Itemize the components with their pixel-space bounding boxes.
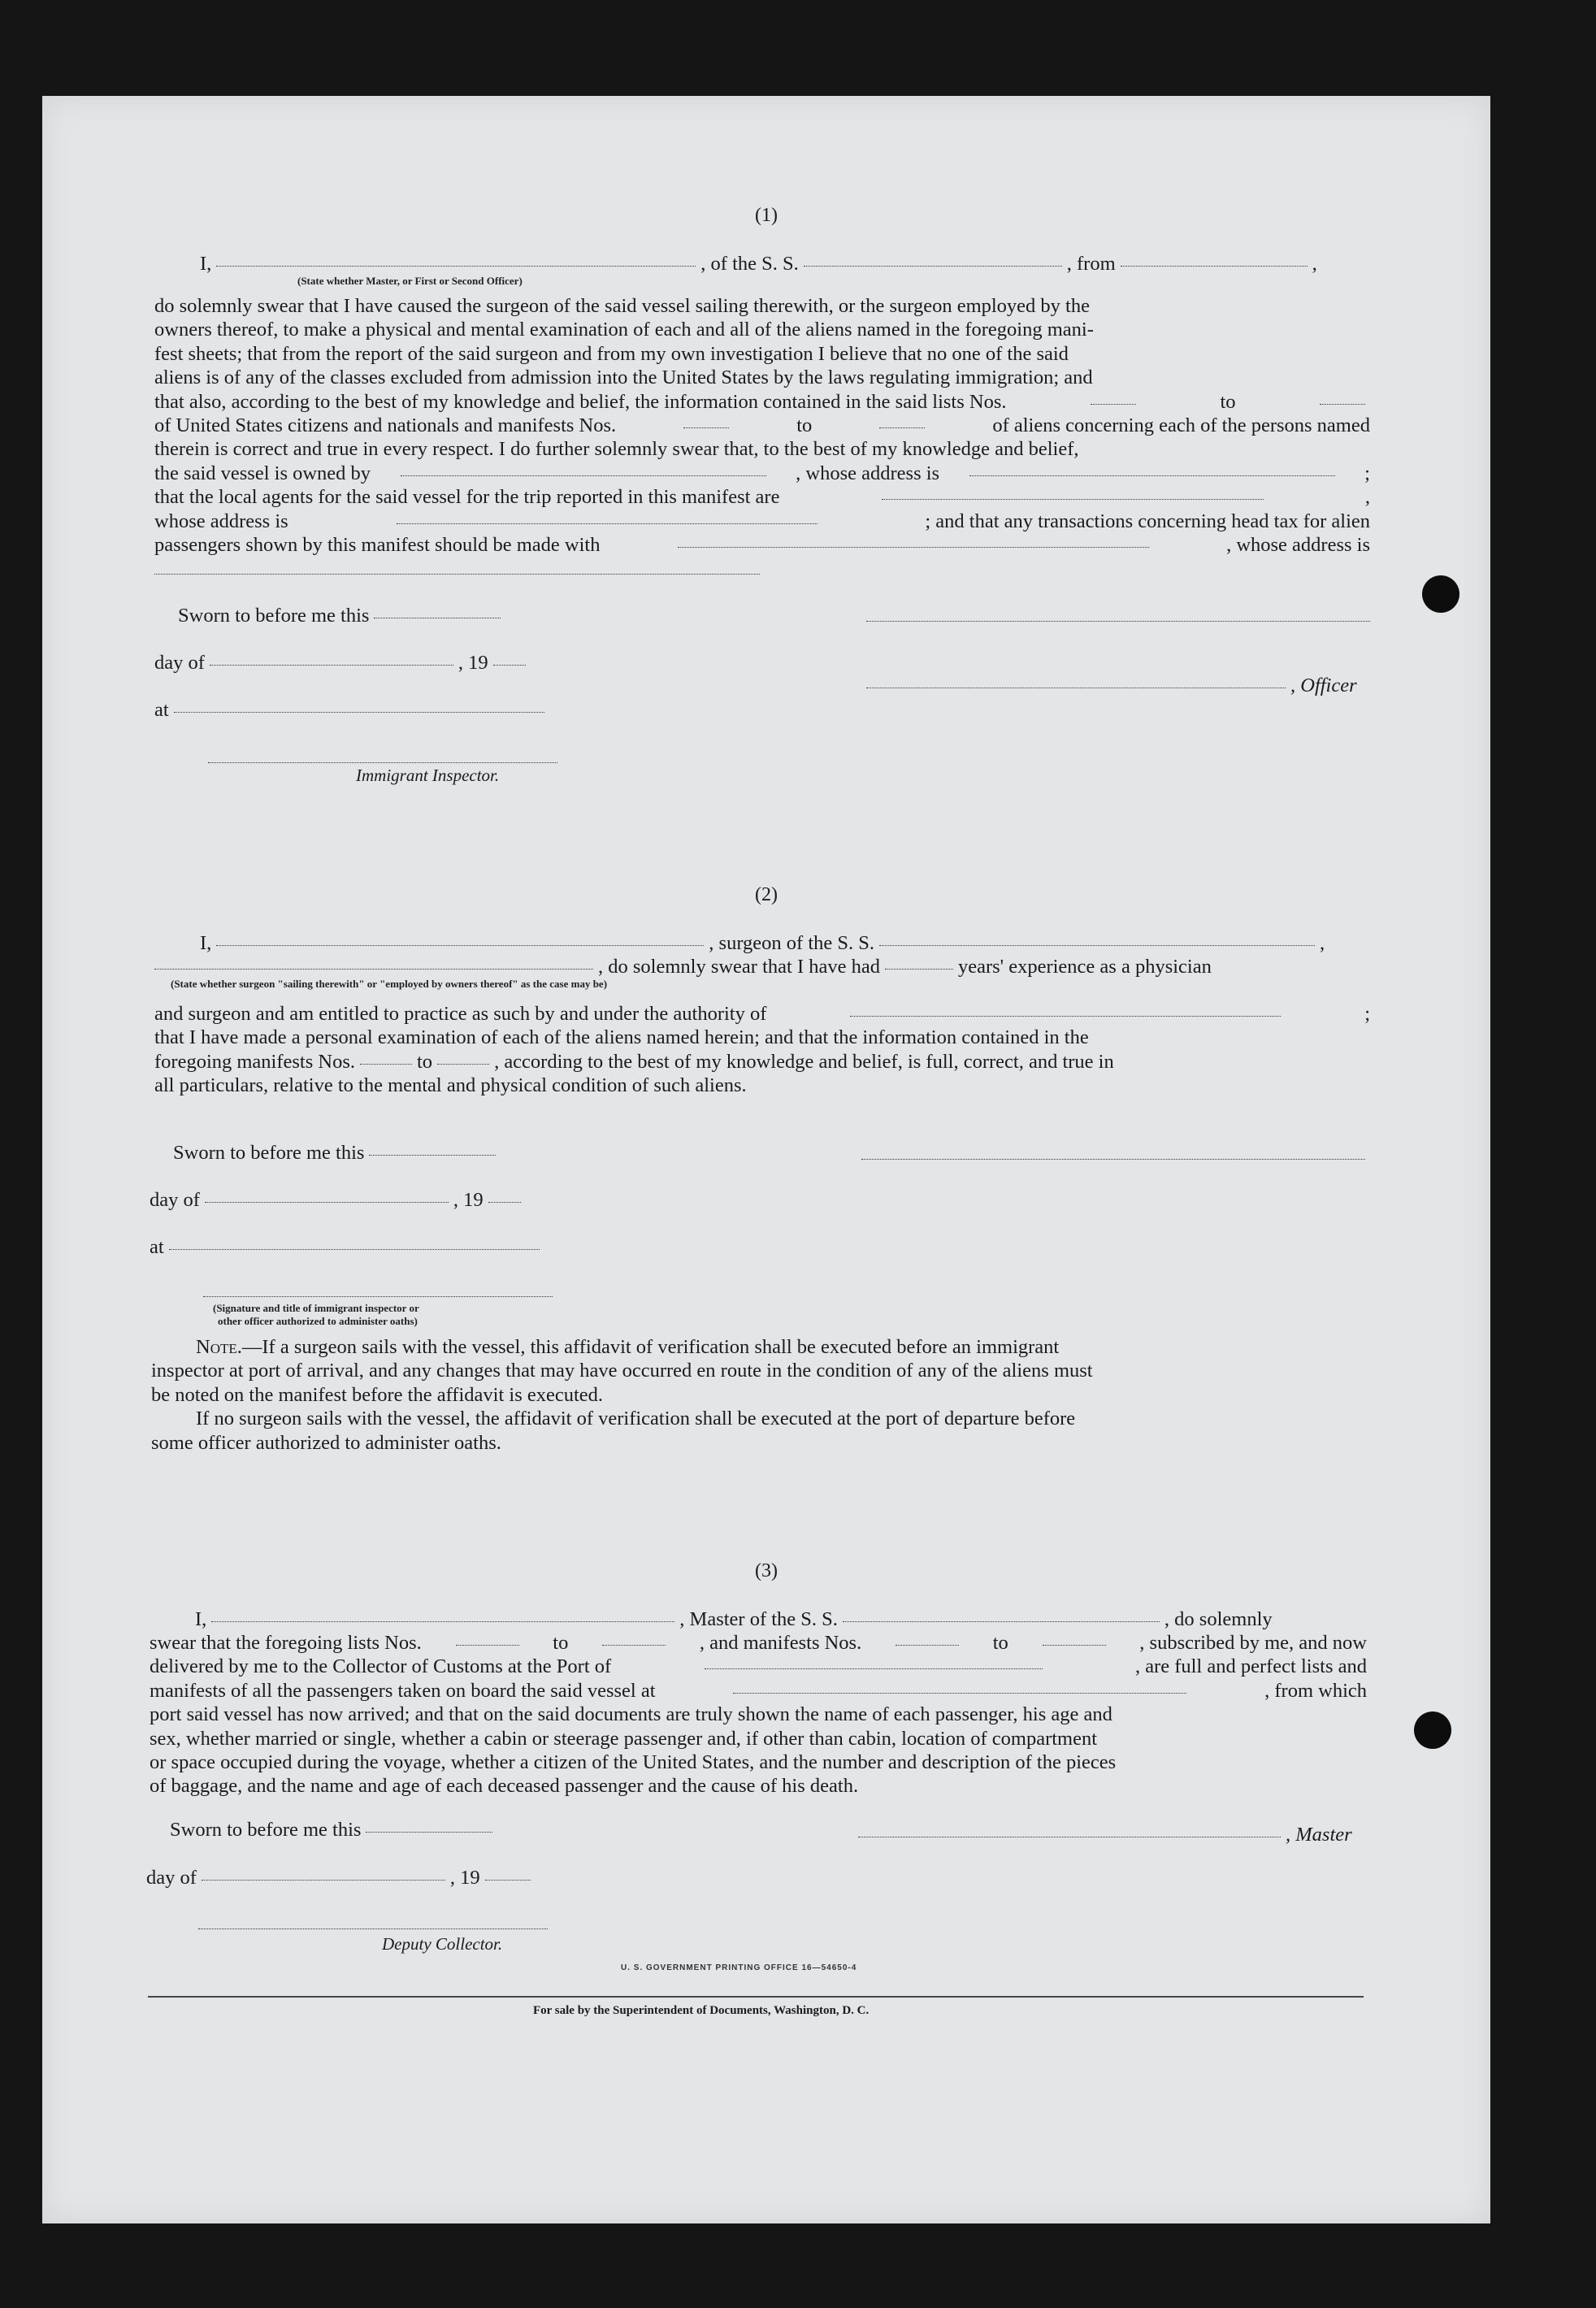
section-1-body xyxy=(154,294,1370,557)
owner-field[interactable] xyxy=(401,475,766,476)
surgeon-status-field[interactable] xyxy=(154,969,593,970)
vessel-name-field[interactable] xyxy=(804,266,1062,267)
at-place-field-2[interactable] xyxy=(169,1249,540,1250)
year-field-2[interactable] xyxy=(488,1202,521,1203)
foregoing-line: foregoing manifests Nos. to , according to the best of my knowledge and belief, is full, correct, and true in xyxy=(154,1050,1114,1073)
agents-address-field[interactable] xyxy=(397,523,818,524)
signature-hint-1: (Signature and title of immigrant inspector or xyxy=(213,1302,419,1314)
practice-line: and surgeon and am entitled to practice as such by and under the authority of ; xyxy=(154,1003,1370,1025)
manifest-from-field-2[interactable] xyxy=(360,1064,412,1065)
sworn-line-3: Sworn to before me this xyxy=(170,1818,497,1842)
master-officer-hint: (State whether Master, or First or Second Officer) xyxy=(297,275,523,287)
agents-line: that the local agents for the said vessel for the trip reported in this manifest are , xyxy=(154,486,1370,509)
from-label: , from xyxy=(1066,253,1116,275)
officer-signature-line-top[interactable] xyxy=(866,621,1370,622)
officer-line: , Officer xyxy=(866,674,1357,697)
surgeon-name-field[interactable] xyxy=(216,945,704,946)
section-1-first-line xyxy=(200,252,1370,275)
signature-hint-2: other officer authorized to administer oaths) xyxy=(218,1315,418,1327)
list-no-from-field[interactable] xyxy=(1091,404,1136,405)
section-2-second-line: , do solemnly swear that I have had years' experience as a physician xyxy=(154,955,1370,978)
no-surgeon-line: If no surgeon sails with the vessel, the affidavit of verification shall be executed at the port of departure before xyxy=(196,1408,1076,1430)
lists-nos-line: that also, according to the best of my knowledge and belief, the information contained in the said lists Nos. to xyxy=(154,390,1370,414)
body-line: all particulars, relative to the mental and physical condition of such aliens. xyxy=(154,1074,747,1097)
day-of-line-1: day of , 19 xyxy=(154,651,531,675)
comma: , xyxy=(1312,253,1317,275)
swear-lists-line: swear that the foregoing lists Nos. to , and manifests Nos. to , subscribed by me, and now xyxy=(150,1632,1367,1654)
day-of-month-field-1[interactable] xyxy=(210,665,453,666)
of-the-ss-label: , of the S. S. xyxy=(700,253,799,275)
from-port-field[interactable] xyxy=(1121,266,1308,267)
year-field-1[interactable] xyxy=(493,665,526,666)
inspector-signature-line-2[interactable] xyxy=(203,1296,553,1297)
manifests-to-field-3[interactable] xyxy=(1043,1645,1106,1646)
section-2-first-line: I, , surgeon of the S. S. , xyxy=(200,932,1325,954)
note-line: inspector at port of arrival, and any changes that may have occurred en route in the condition of any of the aliens must xyxy=(151,1360,1093,1382)
section-3-number: (3) xyxy=(755,1560,778,1581)
at-line-1: at xyxy=(154,698,549,722)
day-of-month-field-3[interactable] xyxy=(202,1880,445,1881)
note-line: Note.—If a surgeon sails with the vessel, this affidavit of verification shall be executed before an immigrant xyxy=(196,1336,1060,1358)
master-line: , Master xyxy=(858,1823,1352,1846)
sworn-day-field-3[interactable] xyxy=(366,1832,492,1833)
surgeon-vessel-field[interactable] xyxy=(879,945,1315,946)
note-label: Note. xyxy=(196,1336,242,1358)
local-agents-field[interactable] xyxy=(882,499,1264,500)
lists-from-field-3[interactable] xyxy=(456,1645,519,1646)
manifest-no-to-field[interactable] xyxy=(879,427,925,428)
owner-address-field[interactable] xyxy=(969,475,1335,476)
at-place-field-1[interactable] xyxy=(174,712,544,713)
sworn-line-1: Sworn to before me this xyxy=(178,604,505,627)
inspector-signature-line[interactable] xyxy=(208,762,557,763)
body-line: fest sheets; that from the report of the said surgeon and from my own investigation I believe that no one of the said xyxy=(154,342,1069,365)
list-no-to-field[interactable] xyxy=(1320,404,1365,405)
body-line: do solemnly swear that I have caused the surgeon of the said vessel sailing therewith, or the surgeon employed by the xyxy=(154,295,1090,317)
no-surgeon-line: some officer authorized to administer oaths. xyxy=(151,1431,501,1454)
master-vessel-field[interactable] xyxy=(843,1621,1160,1622)
body-line: sex, whether married or single, whether a cabin or steerage passenger and, if other than cabin, location of compartment xyxy=(150,1727,1098,1750)
section-3-first-line: I, , Master of the S. S. , do solemnly xyxy=(195,1608,1273,1630)
punch-hole-bottom xyxy=(1414,1711,1451,1749)
note-block xyxy=(151,1335,1367,1455)
delivered-line: delivered by me to the Collector of Customs at the Port of , are full and perfect lists and xyxy=(150,1655,1367,1678)
section-2-number: (2) xyxy=(755,884,778,905)
deputy-signature-line[interactable] xyxy=(198,1928,548,1929)
citizens-line: of United States citizens and nationals and manifests Nos. to of aliens concerning each of the persons named xyxy=(154,414,1370,437)
passengers-line: passengers shown by this manifest should be made with , whose address is xyxy=(154,534,1370,557)
sworn-line-2: Sworn to before me this xyxy=(173,1141,501,1165)
head-tax-address-field[interactable] xyxy=(154,574,760,575)
gpo-imprint: U. S. GOVERNMENT PRINTING OFFICE 16—54650-4 xyxy=(621,1963,857,1972)
head-tax-party-field[interactable] xyxy=(678,547,1149,548)
footer-rule xyxy=(148,1996,1364,1998)
deputy-collector-label: Deputy Collector. xyxy=(382,1934,503,1954)
body-line: therein is correct and true in every respect. I do further solemnly swear that, to the best of my knowledge and belief, xyxy=(154,438,1079,461)
section-1-i-label: I, xyxy=(200,253,212,275)
note-line: be noted on the manifest before the affidavit is executed. xyxy=(151,1383,604,1406)
owned-line: the said vessel is owned by , whose address is ; xyxy=(154,462,1370,484)
manifests-from-field-3[interactable] xyxy=(896,1645,959,1646)
boarding-port-field[interactable] xyxy=(733,1693,1186,1694)
authority-field[interactable] xyxy=(850,1016,1281,1017)
surgeon-status-hint: (State whether surgeon "sailing therewith" or "employed by owners thereof" as the case may be) xyxy=(171,978,608,990)
body-line: port said vessel has now arrived; and that on the said documents are truly shown the name of each passenger, his age and xyxy=(150,1703,1112,1726)
section-1-number: (1) xyxy=(755,205,778,226)
master-name-field[interactable] xyxy=(211,1621,674,1622)
body-line: aliens is of any of the classes excluded from admission into the United States by the laws regulating immigration; and xyxy=(154,367,1093,389)
surgeon-signature-line[interactable] xyxy=(861,1159,1365,1160)
port-field[interactable] xyxy=(705,1668,1043,1669)
sworn-day-field-2[interactable] xyxy=(369,1155,496,1156)
whose-address-line: whose address is ; and that any transactions concerning head tax for alien xyxy=(154,510,1370,532)
day-of-line-3: day of , 19 xyxy=(146,1866,536,1889)
lists-to-field-3[interactable] xyxy=(602,1645,666,1646)
day-of-month-field-2[interactable] xyxy=(205,1202,449,1203)
years-experience-field[interactable] xyxy=(885,969,953,970)
manifest-no-from-field[interactable] xyxy=(683,427,729,428)
manifest-to-field-2[interactable] xyxy=(437,1064,489,1065)
immigrant-inspector-label: Immigrant Inspector. xyxy=(356,766,500,785)
body-line: owners thereof, to make a physical and mental examination of each and all of the aliens named in the foregoing mani- xyxy=(154,319,1094,341)
manifests-line: manifests of all the passengers taken on board the said vessel at , from which xyxy=(150,1679,1367,1702)
at-line-2: at xyxy=(150,1235,544,1259)
master-officer-field[interactable] xyxy=(216,266,696,267)
day-of-line-2: day of , 19 xyxy=(150,1188,526,1212)
for-sale-note: For sale by the Superintendent of Documents, Washington, D. C. xyxy=(533,2004,870,2017)
body-line: that I have made a personal examination of each of the aliens named herein; and that the information contained in the xyxy=(154,1026,1089,1049)
section-3-body xyxy=(150,1631,1367,1798)
punch-hole-top xyxy=(1422,575,1459,613)
year-field-3[interactable] xyxy=(485,1880,531,1881)
body-line: or space occupied during the voyage, whether a citizen of the United States, and the number and description of the pieces xyxy=(150,1751,1117,1774)
body-line: of baggage, and the name and age of each deceased passenger and the cause of his death. xyxy=(150,1775,859,1798)
section-2-body xyxy=(154,1002,1370,1098)
